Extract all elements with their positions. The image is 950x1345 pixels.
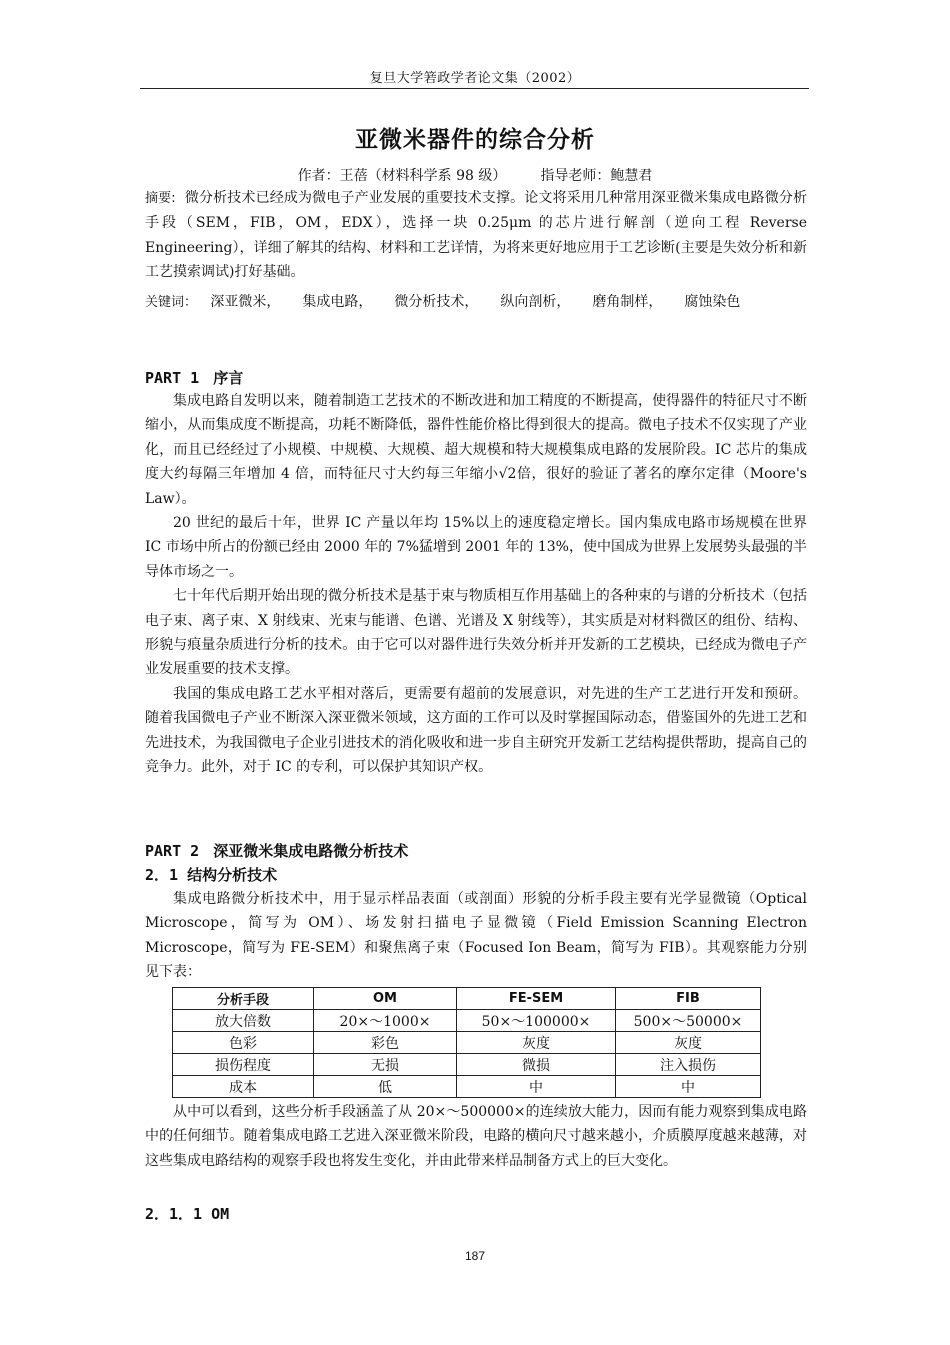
section-2-1-heading: 2．1 结构分析技术 <box>145 866 278 884</box>
table-cell: 彩色 <box>314 1032 457 1054</box>
keyword: 腐蚀染色 <box>684 294 741 310</box>
author-line: 作者：王蓓（材料科学系 98 级） <box>297 168 507 184</box>
table-cell: 损伤程度 <box>173 1054 314 1076</box>
table-cell: 中 <box>616 1076 761 1098</box>
table-cell: 微损 <box>457 1054 616 1076</box>
table-cell: 放大倍数 <box>173 1010 314 1032</box>
byline <box>142 165 808 185</box>
table-row <box>173 1032 761 1054</box>
keywords-label: 关键词： <box>145 295 198 310</box>
table-cell: 无损 <box>314 1054 457 1076</box>
table-header-cell: FIB <box>616 988 761 1010</box>
part1-title: 序言 <box>213 369 244 387</box>
part1-number: PART 1 <box>145 369 200 387</box>
keyword: 集成电路， <box>302 294 373 310</box>
table-cell: 色彩 <box>173 1032 314 1054</box>
table-cell: 500×～50000× <box>616 1010 761 1032</box>
table-row <box>173 1076 761 1098</box>
paragraph: 七十年代后期开始出现的微分析技术是基于束与物质相互作用基础上的各种束的与谱的分析技术（包括电子束、离子束、X 射线束、光束与能谱、色谱、光谱及 X 射线等），其实质是对材料微区的组份、结构、形貌与痕量杂质进行分析的技术。由于它可以对器件进行失效分析并开发新的工艺模块，已经成为微电子产业发展重要的技术支撑。 <box>145 588 807 678</box>
part2-title: 深亚微米集成电路微分析技术 <box>213 842 409 860</box>
keyword: 深亚微米， <box>210 294 281 310</box>
advisor-line: 指导老师：鲍慧君 <box>540 168 653 184</box>
running-header: 复旦大学箬政学者论文集（2002） <box>369 71 581 86</box>
keywords <box>145 290 807 315</box>
part1-heading <box>145 367 243 388</box>
paper-title: 亚微米器件的综合分析 <box>355 127 595 153</box>
section-2-1-intro <box>145 887 807 985</box>
section-2-1-1-heading: 2．1．1 OM <box>145 1205 230 1223</box>
table-header-cell: OM <box>314 988 457 1010</box>
table-row <box>173 1054 761 1076</box>
table-cell: 灰度 <box>457 1032 616 1054</box>
table-cell: 中 <box>457 1076 616 1098</box>
page-number: 187 <box>464 1249 486 1263</box>
table-header-row <box>173 988 761 1010</box>
table-cell: 20×～1000× <box>314 1010 457 1032</box>
part1-body <box>145 389 807 780</box>
table-cell: 低 <box>314 1076 457 1098</box>
abstract-label: 摘要: <box>145 191 176 206</box>
table-header-cell: 分析手段 <box>173 988 314 1010</box>
part2-number: PART 2 <box>145 842 200 860</box>
paragraph: 20 世纪的最后十年，世界 IC 产量以年均 15%以上的速度稳定增长。国内集成电路市场规模在世界 IC 市场中所占的份额已经由 2000 年的 7%猛增到 2001 年的 13%，使中国成为世界上发展势头最强的半导体市场之一。 <box>145 515 807 580</box>
table-cell: 成本 <box>173 1076 314 1098</box>
keyword: 纵向剖析， <box>500 294 571 310</box>
keyword: 微分析技术， <box>394 294 479 310</box>
header-rule <box>140 88 809 89</box>
table-cell: 注入损伤 <box>616 1054 761 1076</box>
section-2-1-conclusion <box>145 1100 807 1173</box>
part2-heading <box>145 840 408 861</box>
table-cell: 50×～100000× <box>457 1010 616 1032</box>
abstract <box>145 186 807 285</box>
table-cell: 灰度 <box>616 1032 761 1054</box>
comparison-table <box>172 987 761 1098</box>
paragraph: 从中可以看到，这些分析手段涵盖了从 20×～500000×的连续放大能力，因而有能力观察到集成电路中的任何细节。随着集成电路工艺进入深亚微米阶段，电路的横向尺寸越来越小，介质膜厚度越来越薄，对这些集成电路结构的观察手段也将发生变化，并由此带来样品制备方式上的巨大变化。 <box>145 1104 807 1169</box>
paragraph: 集成电路微分析技术中，用于显示样品表面（或剖面）形貌的分析手段主要有光学显微镜（Optical Microscope，简写为 OM）、场发射扫描电子显微镜（Field Emission Scanning Electron Microscope，简写为 FE-SEM）和聚焦离子束（Focused Ion Beam，简写为 FIB）。其观察能力分别见下表： <box>145 891 807 981</box>
keyword: 磨角制样， <box>592 294 663 310</box>
paragraph: 我国的集成电路工艺水平相对落后，更需要有超前的发展意识，对先进的生产工艺进行开发和预研。 随着我国微电子产业不断深入深亚微米领域，这方面的工作可以及时掌握国际动态，借鉴国外的先进工艺和先进技术，为我国微电子企业引进技术的消化吸收和进一步自主研究开发新工艺结构提供帮助，提高自己的竞争力。此外，对于 IC 的专利，可以保护其知识产权。 <box>145 685 807 776</box>
abstract-text: 微分析技术已经成为微电子产业发展的重要技术支撑。论文将采用几种常用深亚微米集成电路微分析手段（SEM，FIB，OM，EDX），选择一块 0.25μm 的芯片进行解剖（逆向工程 Reverse Engineering），详细了解其的结构、材料和工艺详情，为将来更好地应用于工艺诊断(主要是失效分析和新工艺摸索调试)打好基础。 <box>145 190 807 281</box>
table-header-cell: FE-SEM <box>457 988 616 1010</box>
paragraph: 集成电路自发明以来，随着制造工艺技术的不断改进和加工精度的不断提高，使得器件的特征尺寸不断缩小，从而集成度不断提高，功耗不断降低，器件性能价格比得到很大的提高。微电子技术不仅实现了产业化，而且已经经过了小规模、中规模、大规模、超大规模和特大规模集成电路的发展阶段。IC 芯片的集成度大约每隔三年增加 4 倍，而特征尺寸大约每三年缩小√2倍，很好的验证了著名的摩尔定律（Moore's Law）。 <box>145 393 807 507</box>
table-row <box>173 1010 761 1032</box>
